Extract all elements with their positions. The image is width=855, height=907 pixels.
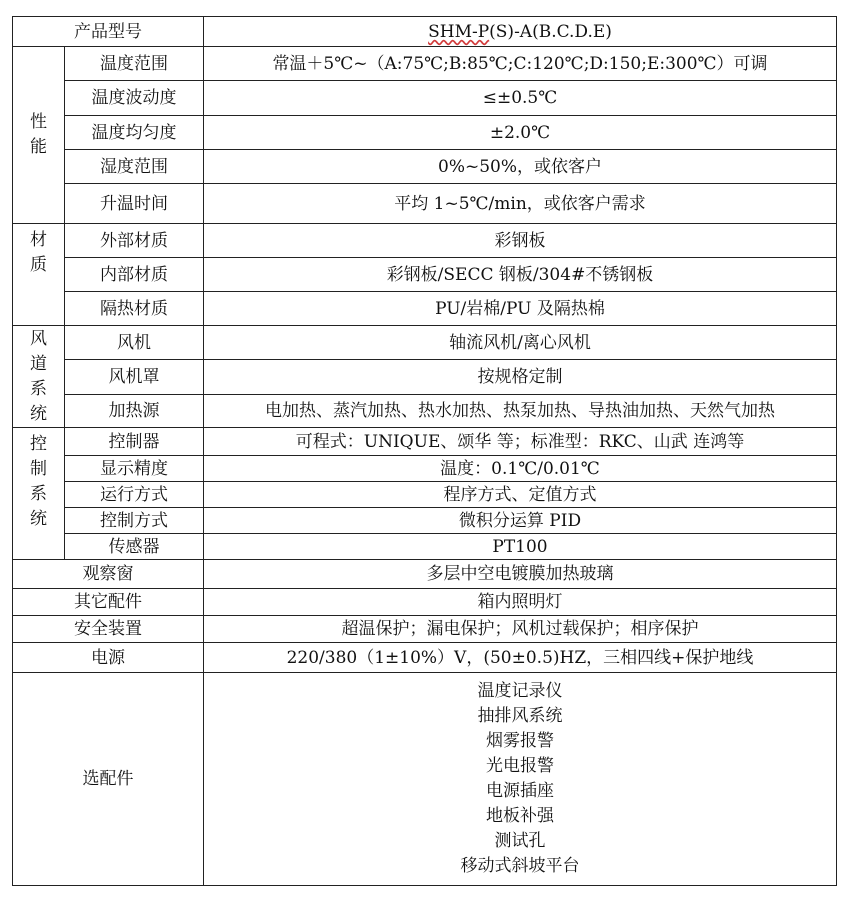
value-fan-cover: 按规格定制 (204, 360, 837, 395)
label-insulation-material: 隔热材质 (65, 292, 204, 326)
option-item: 地板补强 (486, 806, 554, 826)
row-controller (13, 428, 837, 456)
label-temp-fluctuation: 温度波动度 (65, 81, 204, 116)
value-temp-range: 常温＋5℃~（A:75℃;B:85℃;C:120℃;D:150;E:300℃）可调 (204, 47, 837, 81)
row-insulation-material (13, 292, 837, 326)
row-power (13, 643, 837, 673)
value-temp-uniformity: ±2.0℃ (204, 116, 837, 150)
label-power: 电源 (13, 643, 204, 673)
row-safety-devices (13, 616, 837, 643)
value-controller: 可程式：UNIQUE、颂华 等；标准型：RKC、山武 连鸿等 (204, 428, 837, 456)
value-insulation-material: PU/岩棉/PU 及隔热棉 (204, 292, 837, 326)
label-humidity-range: 湿度范围 (65, 150, 204, 184)
value-outer-material: 彩钢板 (204, 224, 837, 258)
row-temp-range (13, 47, 837, 81)
option-item: 烟雾报警 (486, 731, 554, 751)
row-model (13, 17, 837, 47)
spec-table (12, 16, 837, 886)
value-display-precision: 温度：0.1℃/0.01℃ (204, 456, 837, 482)
row-run-mode (13, 482, 837, 508)
value-heating-time: 平均 1~5℃/min，或依客户需求 (204, 184, 837, 224)
label-other-accessories: 其它配件 (13, 589, 204, 616)
row-fan (13, 326, 837, 360)
row-options (13, 673, 837, 886)
value-fan: 轴流风机/离心风机 (204, 326, 837, 360)
label-safety-devices: 安全装置 (13, 616, 204, 643)
value-humidity-range: 0%~50%，或依客户 (204, 150, 837, 184)
label-run-mode: 运行方式 (65, 482, 204, 508)
label-sensor: 传感器 (65, 534, 204, 560)
option-item: 抽排风系统 (477, 706, 563, 726)
label-control-mode: 控制方式 (65, 508, 204, 534)
group-airduct: 风 道 系 统 (13, 326, 65, 428)
row-control-mode (13, 508, 837, 534)
label-outer-material: 外部材质 (65, 224, 204, 258)
value-temp-fluctuation: ≤±0.5℃ (204, 81, 837, 116)
value-control-mode: 微积分运算 PID (204, 508, 837, 534)
row-other-accessories (13, 589, 837, 616)
row-heating-time (13, 184, 837, 224)
row-outer-material (13, 224, 837, 258)
option-item: 移动式斜坡平台 (460, 856, 580, 876)
value-power: 220/380（1±10%）V，(50±0.5)HZ，三相四线+保护地线 (204, 643, 837, 673)
value-observation-window: 多层中空电镀膜加热玻璃 (204, 560, 837, 589)
group-performance: 性 能 (13, 47, 65, 224)
label-display-precision: 显示精度 (65, 456, 204, 482)
value-inner-material: 彩钢板/SECC 钢板/304#不锈钢板 (204, 258, 837, 292)
row-heat-source (13, 395, 837, 428)
value-safety-devices: 超温保护；漏电保护；风机过载保护；相序保护 (204, 616, 837, 643)
options-list (204, 673, 837, 886)
value-other-accessories: 箱内照明灯 (204, 589, 837, 616)
model-label: 产品型号 (13, 17, 204, 47)
value-run-mode: 程序方式、定值方式 (204, 482, 837, 508)
model-suffix: (S)-A(B.C.D.E) (489, 21, 612, 42)
label-temp-uniformity: 温度均匀度 (65, 116, 204, 150)
label-inner-material: 内部材质 (65, 258, 204, 292)
group-control: 控 制 系 统 (13, 428, 65, 560)
label-heat-source: 加热源 (65, 395, 204, 428)
label-observation-window: 观察窗 (13, 560, 204, 589)
row-temp-uniformity (13, 116, 837, 150)
row-display-precision (13, 456, 837, 482)
label-fan: 风机 (65, 326, 204, 360)
row-fan-cover (13, 360, 837, 395)
row-humidity-range (13, 150, 837, 184)
model-prefix: SHM-P (428, 21, 490, 42)
group-material: 材 质 (13, 224, 65, 326)
model-value (204, 17, 837, 47)
row-temp-fluctuation (13, 81, 837, 116)
value-sensor: PT100 (204, 534, 837, 560)
option-item: 测试孔 (494, 831, 546, 851)
label-controller: 控制器 (65, 428, 204, 456)
row-sensor (13, 534, 837, 560)
row-observation-window (13, 560, 837, 589)
option-item: 光电报警 (486, 756, 554, 776)
label-heating-time: 升温时间 (65, 184, 204, 224)
option-item: 温度记录仪 (477, 681, 563, 701)
row-inner-material (13, 258, 837, 292)
option-item: 电源插座 (486, 781, 554, 801)
label-options: 选配件 (13, 673, 204, 886)
value-heat-source: 电加热、蒸汽加热、热水加热、热泵加热、导热油加热、天然气加热 (204, 395, 837, 428)
label-fan-cover: 风机罩 (65, 360, 204, 395)
label-temp-range: 温度范围 (65, 47, 204, 81)
